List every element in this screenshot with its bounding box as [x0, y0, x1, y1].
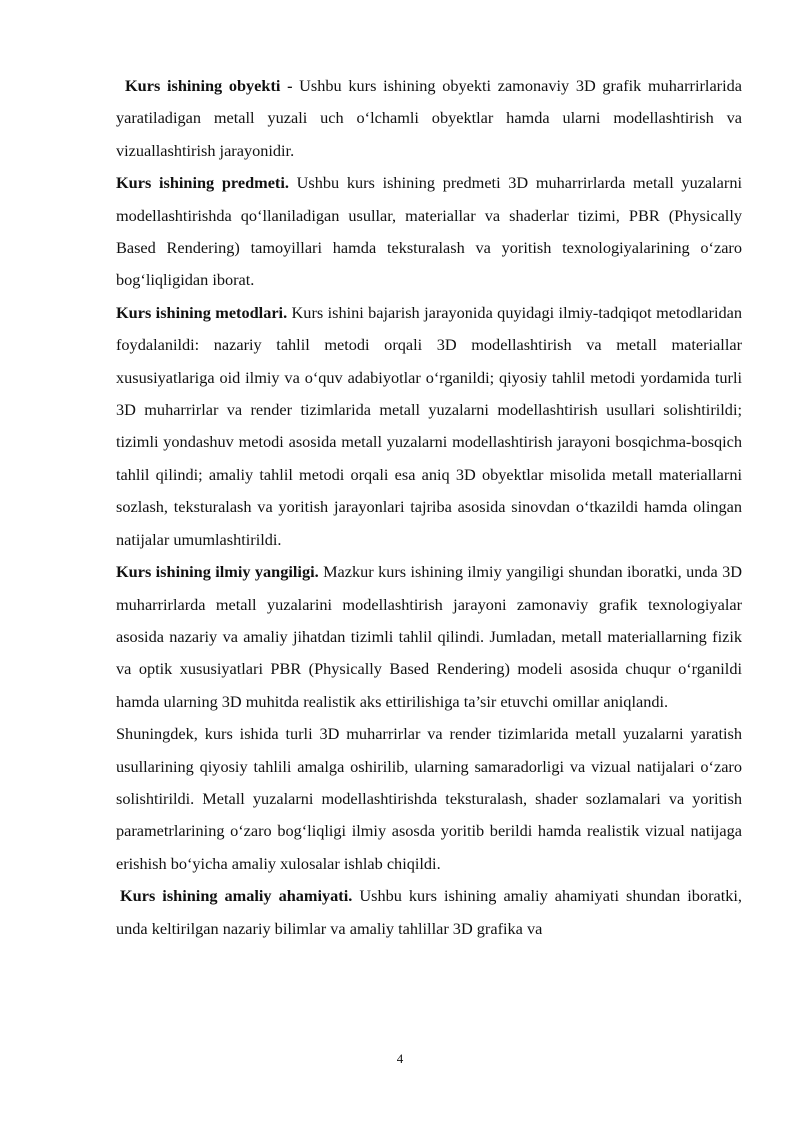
document-body	[116, 70, 742, 945]
paragraph-heading: Kurs ishining obyekti -	[125, 76, 293, 95]
paragraph-novelty-continued	[116, 718, 742, 880]
paragraph-text: Mazkur kurs ishining ilmiy yangiligi shundan iboratki, unda 3D muharrirlarda metall yuzalarini modellashtirish jarayoni zamonaviy grafik texnologiyalar asosida nazariy va amaliy jihatdan tizimli tahlil qilindi. Jumladan, metall materiallarning fizik va optik xususiyatlari PBR (Physically Based Rendering) modeli asosida chuqur o‘rganildi hamda ularning 3D muhitda realistik aks ettirilishiga ta’sir etuvchi omillar aniqlandi.	[116, 562, 742, 711]
paragraph-heading: Kurs ishining metodlari.	[116, 302, 288, 322]
paragraph-methods	[116, 297, 742, 556]
paragraph-subject	[116, 167, 742, 297]
paragraph-text: Ushbu kurs ishining predmeti 3D muharrirlarda metall yuzalarni modellashtirishda qo‘llaniladigan usullar, materiallar va shaderlar tizimi, PBR (Physically Based Rendering) tamoyillari hamda teksturalash va yoritish texnologiyalarining o‘zaro bog‘liqligidan iborat.	[116, 173, 742, 290]
paragraph-heading: Kurs ishining amaliy ahamiyati.	[120, 886, 353, 906]
paragraph-practical-significance	[116, 880, 742, 945]
paragraph-text: Kurs ishini bajarish jarayonida quyidagi ilmiy-tadqiqot metodlaridan foydalanildi: nazariy tahlil metodi orqali 3D modellashtirish va metall materiallar xususiyatlariga oid ilmiy va o‘quv adabiyotlar o‘rganildi; qiyosiy tahlil metodi yordamida turli 3D muharrirlar va render tizimlarida metall yuzalarni modellashtirish usullari solishtirildi; tizimli yondashuv metodi asosida metall yuzalarni modellashtirish jarayoni bosqichma-bosqich tahlil qilindi; amaliy tahlil metodi orqali esa aniq 3D obyektlar misolida metall materiallarni sozlash, teksturalash va yoritish jarayonlari tajriba asosida sinovdan o‘tkazildi hamda olingan natijalar umumlashtirildi.	[116, 302, 742, 549]
paragraph-heading: Kurs ishining ilmiy yangiligi.	[116, 562, 319, 582]
paragraph-text: Ushbu kurs ishining obyekti zamonaviy 3D grafik muharrirlarida yaratiladigan metall yuzali uch o‘lchamli obyektlar hamda ularni modellashtirish va vizuallashtirish jarayonidir.	[116, 76, 742, 160]
paragraph-novelty	[116, 556, 742, 718]
paragraph-text: Ushbu kurs ishining amaliy ahamiyati shundan iboratki, unda keltirilgan nazariy bilimlar va amaliy tahlillar 3D grafika va	[116, 886, 742, 938]
paragraph-heading: Kurs ishining predmeti.	[116, 173, 289, 193]
paragraph-object	[116, 70, 742, 167]
paragraph-text: Shuningdek, kurs ishida turli 3D muharrirlar va render tizimlarida metall yuzalarni yaratish usullarining qiyosiy tahlili amalga oshirilib, ularning samaradorligi va vizual natijalari o‘zaro solishtirildi. Metall yuzalarni modellashtirishda teksturalash, shader sozlamalari va yoritish parametrlarining o‘zaro bog‘liqligi ilmiy asosda yoritib berildi hamda realistik vizual natijaga erishish bo‘yicha amaliy xulosalar ishlab chiqildi.	[116, 724, 742, 873]
page-number: 4	[396, 1051, 404, 1066]
